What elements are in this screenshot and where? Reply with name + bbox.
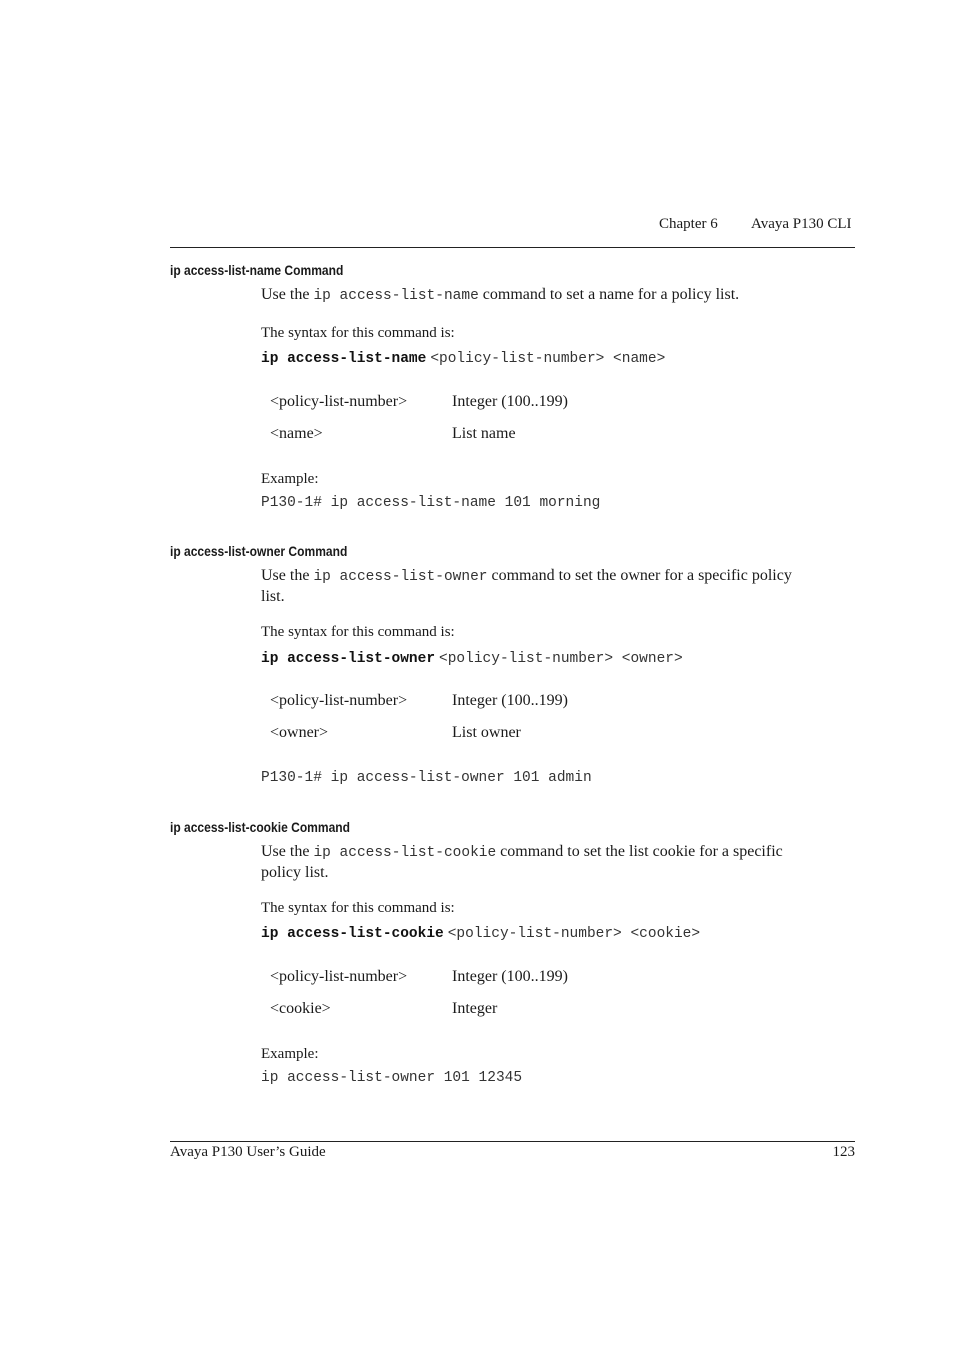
section-heading-name: ip access-list-name Command bbox=[170, 262, 344, 278]
intro-text: Use the bbox=[261, 286, 310, 303]
example-label: Example: bbox=[261, 1046, 319, 1062]
example-code: P130-1# ip access-list-name 101 morning bbox=[261, 495, 601, 511]
running-header-title: Avaya P130 CLI bbox=[751, 216, 852, 232]
syntax-label: The syntax for this command is: bbox=[261, 325, 455, 341]
example-code: ip access-list-owner 101 12345 bbox=[261, 1070, 523, 1086]
section-intro-owner bbox=[261, 566, 855, 606]
param-description: List owner bbox=[452, 724, 521, 741]
param-description: Integer (100..199) bbox=[452, 393, 568, 410]
syntax-label: The syntax for this command is: bbox=[261, 624, 455, 640]
example-code: P130-1# ip access-list-owner 101 admin bbox=[261, 770, 592, 786]
syntax-label: The syntax for this command is: bbox=[261, 900, 455, 916]
param-description: Integer (100..199) bbox=[452, 692, 568, 709]
section-intro-name bbox=[261, 285, 855, 306]
intro-code: ip access-list-name bbox=[313, 288, 479, 304]
syntax-arguments: <policy-list-number> <name> bbox=[430, 351, 666, 367]
intro-text: list. bbox=[261, 588, 285, 605]
syntax-command: ip access-list-owner bbox=[261, 651, 436, 667]
param-name: <policy-list-number> bbox=[270, 393, 408, 410]
syntax-arguments: <policy-list-number> <owner> bbox=[439, 651, 683, 667]
param-name: <owner> bbox=[270, 724, 329, 741]
param-description: Integer (100..199) bbox=[452, 968, 568, 985]
footer-guide-title: Avaya P130 User’s Guide bbox=[170, 1144, 326, 1160]
syntax-line bbox=[261, 349, 665, 367]
running-header-chapter: Chapter 6 bbox=[659, 216, 718, 232]
syntax-command: ip access-list-name bbox=[261, 351, 427, 367]
intro-text: policy list. bbox=[261, 864, 329, 881]
intro-text: command to set the owner for a specific policy bbox=[491, 567, 792, 584]
param-name: <policy-list-number> bbox=[270, 692, 408, 709]
syntax-line bbox=[261, 924, 700, 942]
syntax-command: ip access-list-cookie bbox=[261, 926, 444, 942]
syntax-line bbox=[261, 649, 683, 667]
intro-code: ip access-list-cookie bbox=[313, 845, 497, 861]
param-description: List name bbox=[452, 425, 516, 442]
intro-text: Use the bbox=[261, 567, 310, 584]
intro-text: command to set the list cookie for a specific bbox=[500, 843, 783, 860]
param-name: <name> bbox=[270, 425, 323, 442]
intro-text: command to set a name for a policy list. bbox=[482, 286, 740, 303]
example-label: Example: bbox=[261, 471, 319, 487]
page-number: 123 bbox=[832, 1144, 855, 1160]
intro-text: Use the bbox=[261, 843, 310, 860]
param-name: <policy-list-number> bbox=[270, 968, 408, 985]
param-description: Integer bbox=[452, 1000, 498, 1017]
param-name: <cookie> bbox=[270, 1000, 331, 1017]
footer-rule bbox=[170, 1141, 855, 1142]
header-rule bbox=[170, 247, 855, 248]
section-heading-cookie: ip access-list-cookie Command bbox=[170, 819, 350, 835]
intro-code: ip access-list-owner bbox=[313, 569, 488, 585]
syntax-arguments: <policy-list-number> <cookie> bbox=[447, 926, 701, 942]
section-intro-cookie bbox=[261, 842, 855, 882]
section-heading-owner: ip access-list-owner Command bbox=[170, 543, 348, 559]
